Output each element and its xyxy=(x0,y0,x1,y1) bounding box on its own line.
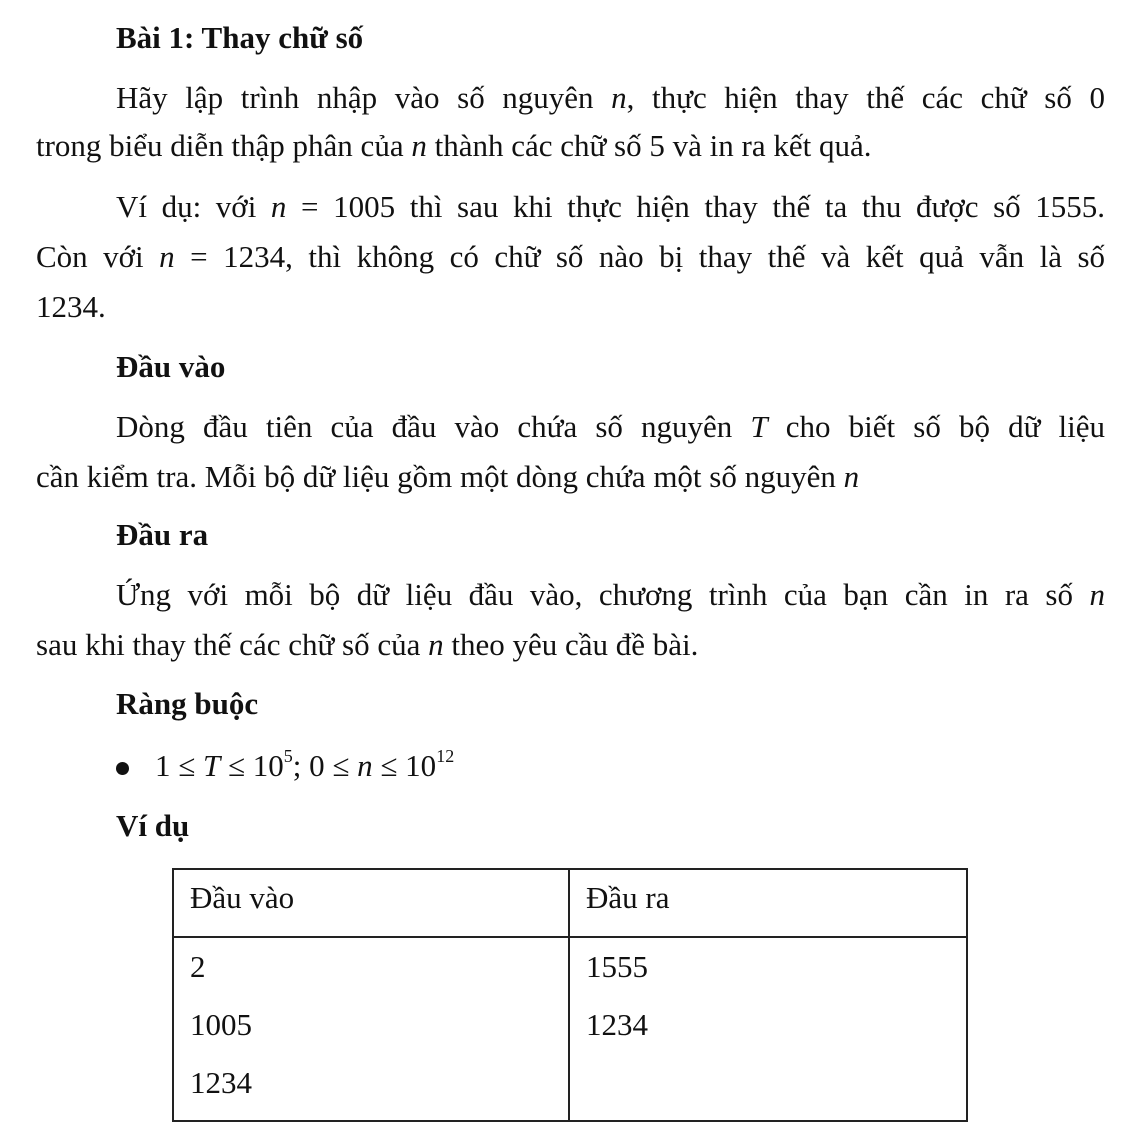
var-n: n xyxy=(611,80,627,115)
var-n: n xyxy=(428,627,444,662)
example-text: Ví dụ: với xyxy=(116,189,271,224)
input-value: 1005 xyxy=(190,1007,252,1042)
bullet-icon xyxy=(116,762,129,775)
output-text: Ứng với mỗi bộ dữ liệu đầu vào, chương trình của bạn cần in ra số xyxy=(116,577,1090,612)
example-line-2 xyxy=(36,237,1105,277)
var-n: n xyxy=(357,748,373,783)
example-text: Còn với xyxy=(36,239,160,274)
input-value: 1234 xyxy=(190,1065,252,1100)
table-row xyxy=(173,937,967,1121)
output-text: sau khi thay thế các chữ số của xyxy=(36,627,429,662)
constraints-heading: Ràng buộc xyxy=(116,686,259,721)
intro-text: trong biểu diễn thập phân của xyxy=(36,128,412,163)
var-n: n xyxy=(159,239,175,274)
constraint-line xyxy=(155,746,454,786)
constraint-text: ; 0 ≤ xyxy=(292,748,358,783)
example-table xyxy=(172,868,968,1122)
constraint-text: ≤ 10 xyxy=(372,748,437,783)
exponent: 5 xyxy=(283,746,293,766)
exponent: 12 xyxy=(436,746,455,766)
var-T: T xyxy=(203,748,221,783)
input-cell xyxy=(173,937,569,1121)
constraint-text: ≤ 10 xyxy=(220,748,284,783)
input-text: cho biết số bộ dữ liệu xyxy=(767,409,1105,444)
intro-text: , thực hiện thay thế các chữ số 0 xyxy=(626,80,1105,115)
output-text: theo yêu cầu đề bài. xyxy=(443,627,699,662)
table-header-row xyxy=(173,869,967,937)
output-value: 1555 xyxy=(586,949,648,984)
intro-line-1 xyxy=(116,78,1105,118)
intro-text: Hãy lập trình nhập vào số nguyên xyxy=(116,80,612,115)
example-heading: Ví dụ xyxy=(116,808,190,843)
var-n: n xyxy=(1089,577,1105,612)
input-line-1 xyxy=(116,407,1105,447)
input-value: 2 xyxy=(190,949,206,984)
input-line-2 xyxy=(36,457,859,497)
output-cell xyxy=(569,937,967,1121)
intro-text: thành các chữ số 5 và in ra kết quả. xyxy=(426,128,872,163)
example-text: = 1234, thì không có chữ số nào bị thay thế và kết quả vẫn là số xyxy=(174,239,1106,274)
var-T: T xyxy=(750,409,768,444)
example-line-3: 1234. xyxy=(36,289,106,324)
input-text: Dòng đầu tiên của đầu vào chứa số nguyên xyxy=(116,409,751,444)
example-text: = 1005 thì sau khi thực hiện thay thế ta thu được số 1555. xyxy=(286,189,1105,224)
var-n: n xyxy=(411,128,427,163)
output-line-1 xyxy=(116,575,1105,615)
var-n: n xyxy=(843,459,860,494)
output-line-2 xyxy=(36,625,698,665)
constraint-text: 1 ≤ xyxy=(155,748,204,783)
header-input: Đầu vào xyxy=(173,869,569,937)
output-value: 1234 xyxy=(586,1007,648,1042)
header-output: Đầu ra xyxy=(569,869,967,937)
input-heading: Đầu vào xyxy=(116,349,226,384)
output-heading: Đầu ra xyxy=(116,517,209,552)
var-n: n xyxy=(270,189,287,224)
intro-line-2 xyxy=(36,126,871,166)
input-text: cần kiểm tra. Mỗi bộ dữ liệu gồm một dòng chứa một số nguyên xyxy=(36,459,844,494)
problem-title: Bài 1: Thay chữ số xyxy=(116,20,364,55)
example-line-1 xyxy=(116,187,1105,227)
